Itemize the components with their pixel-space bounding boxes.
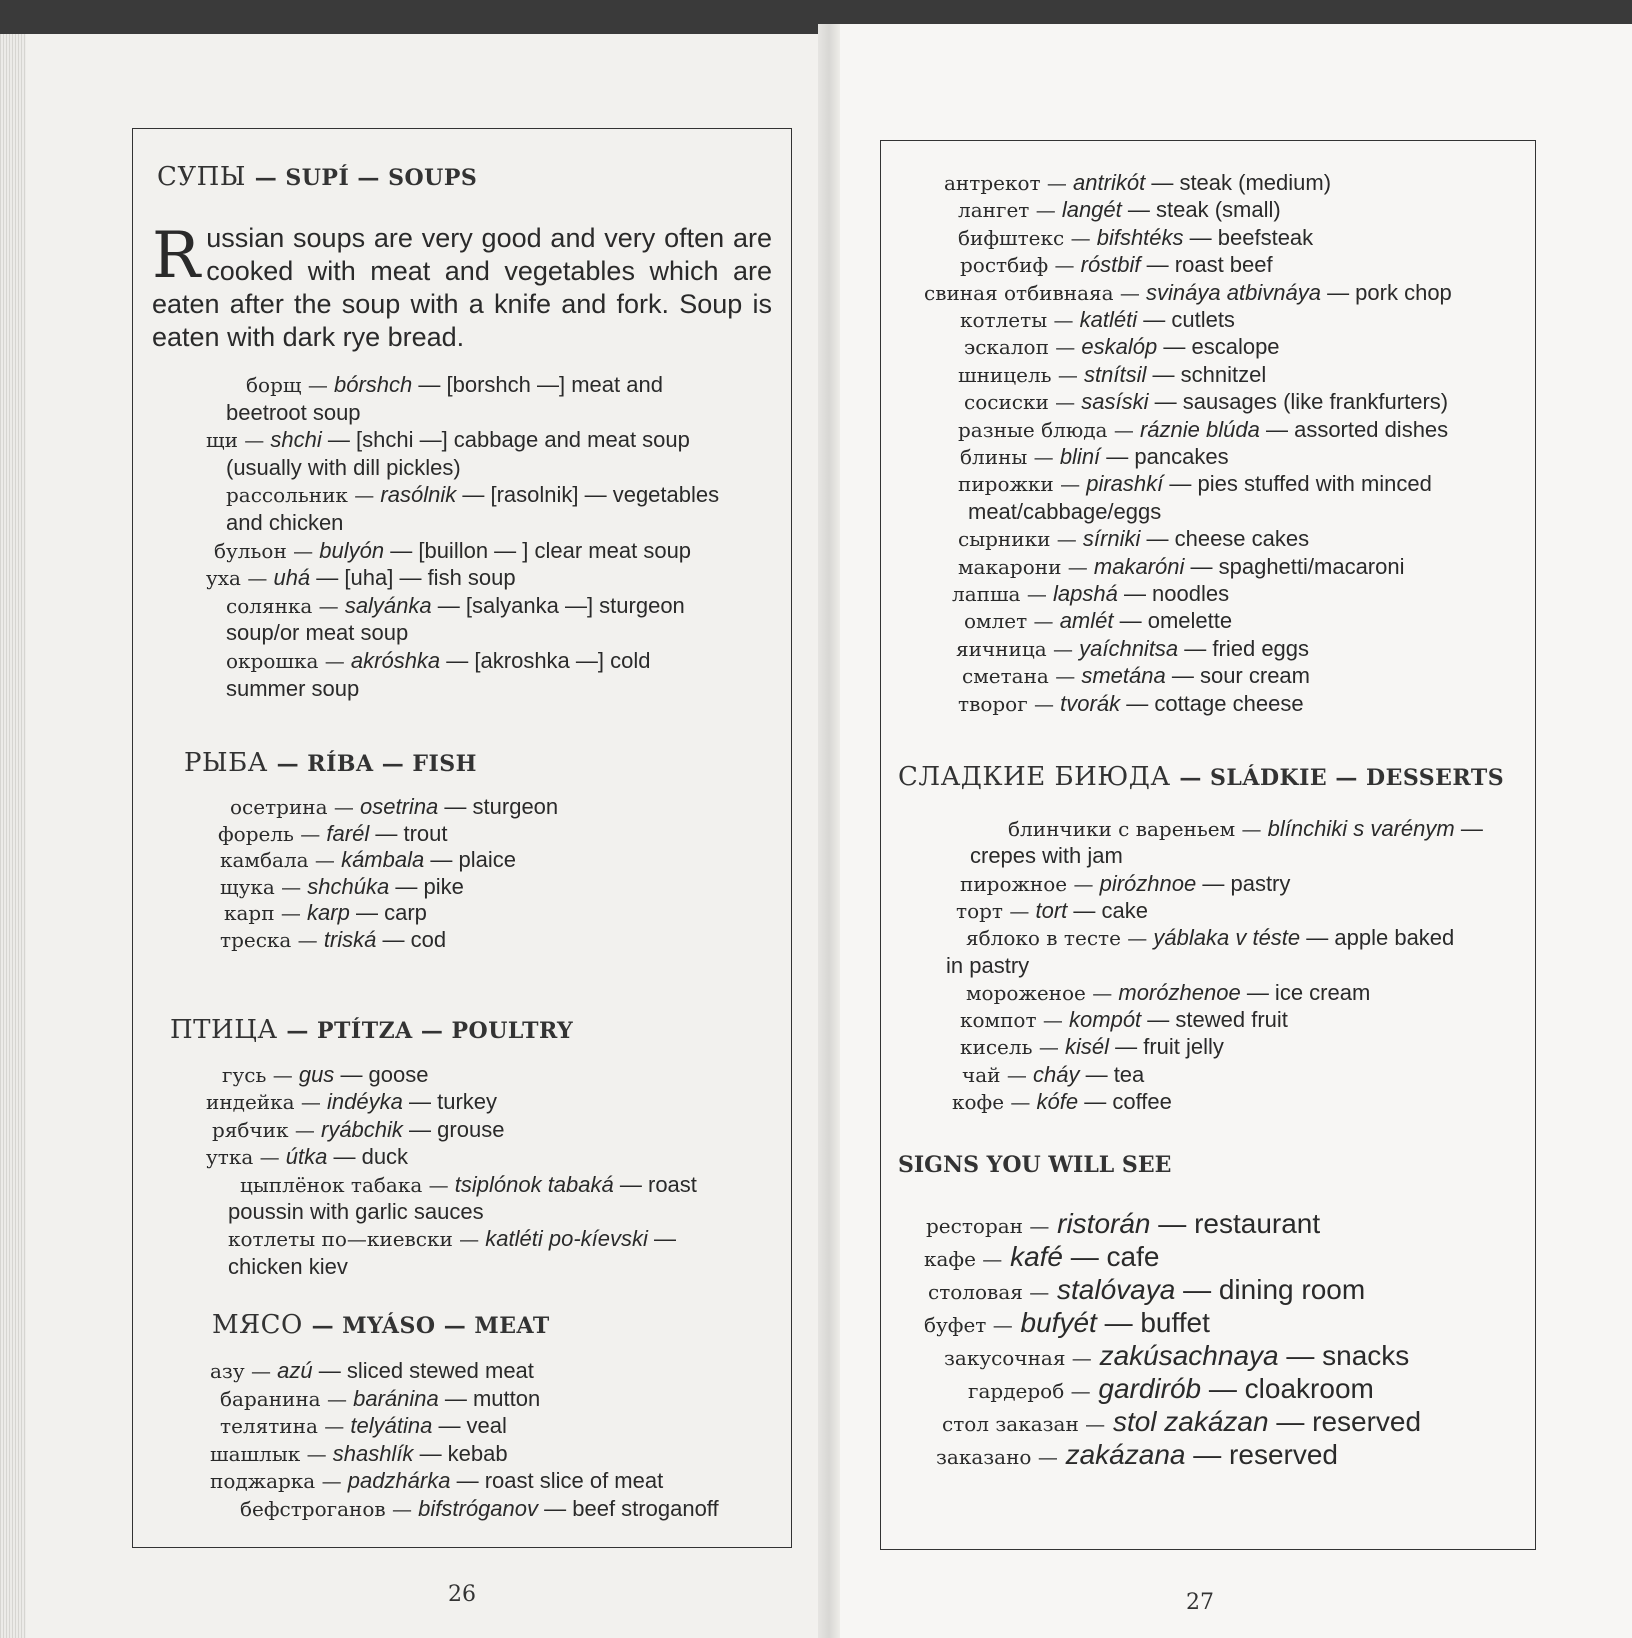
translation: — sausages (like frankfurters) xyxy=(1154,389,1449,415)
russian-word: ресторан — xyxy=(926,1214,1050,1238)
russian-word: блины — xyxy=(960,445,1054,469)
vocab-line xyxy=(956,636,1309,662)
vocab-line xyxy=(952,581,1229,607)
meat-heading xyxy=(212,1310,550,1340)
transliteration: pirózhnoe xyxy=(1099,870,1197,896)
russian-word: гусь — xyxy=(222,1063,293,1087)
vocab-line xyxy=(962,1062,1144,1088)
vocab-line xyxy=(958,417,1448,443)
translation: — mutton xyxy=(444,1385,541,1411)
vocab-line xyxy=(958,526,1309,552)
vocab-line xyxy=(226,400,361,426)
vocab-line xyxy=(944,170,1331,196)
translation: — cod xyxy=(382,927,447,952)
translation: — sturgeon xyxy=(444,794,559,819)
transliteration: katléti po-kíevski xyxy=(485,1226,648,1252)
translation: — dining room xyxy=(1183,1274,1366,1305)
translation: — pike xyxy=(395,873,464,899)
translation: — beef stroganoff xyxy=(544,1496,719,1521)
translation: — turkey xyxy=(409,1089,498,1115)
transliteration: azú xyxy=(277,1358,313,1383)
russian-word: чай — xyxy=(962,1062,1027,1087)
translation: in pastry xyxy=(946,952,1030,978)
translation: — stewed fruit xyxy=(1147,1007,1288,1033)
vocab-line xyxy=(928,1274,1365,1306)
fish-heading-latin: — RÍBA — FISH xyxy=(276,751,477,777)
translation: — cheese cakes xyxy=(1146,526,1310,552)
transliteration: katléti xyxy=(1079,307,1138,332)
translation: — sliced stewed meat xyxy=(318,1358,534,1383)
translation: — fruit jelly xyxy=(1115,1034,1224,1060)
russian-word: эскалоп — xyxy=(964,335,1076,360)
vocab-line xyxy=(220,874,464,900)
translation: — steak (small) xyxy=(1127,197,1281,223)
russian-word: кафе — xyxy=(924,1247,1003,1271)
translation: — beefsteak xyxy=(1189,224,1314,250)
transliteration: shchúka xyxy=(307,873,390,899)
transliteration: tsiplónok tabaká xyxy=(454,1171,614,1197)
transliteration: stalóvaya xyxy=(1057,1274,1176,1305)
translation: — xyxy=(654,1226,677,1252)
translation: — roast slice of meat xyxy=(456,1468,664,1494)
transliteration: farél xyxy=(326,820,370,846)
russian-word: индейка — xyxy=(206,1090,321,1115)
vocab-line xyxy=(240,1172,697,1198)
translation: — pies stuffed with minced xyxy=(1169,471,1432,497)
translation: — cake xyxy=(1073,897,1148,923)
translation: — cafe xyxy=(1070,1241,1160,1272)
translation: — cutlets xyxy=(1143,307,1235,332)
vocab-line xyxy=(1008,816,1483,842)
page-number-left: 26 xyxy=(448,1582,476,1607)
vocab-line xyxy=(230,794,558,820)
translation: — veal xyxy=(438,1413,507,1439)
translation: — assorted dishes xyxy=(1265,416,1449,442)
russian-word: закусочная — xyxy=(944,1346,1092,1370)
russian-word: заказано — xyxy=(936,1445,1058,1469)
russian-word: поджарка — xyxy=(210,1469,342,1494)
transliteration: bórshch xyxy=(333,372,413,397)
transliteration: antrikót xyxy=(1073,170,1146,195)
transliteration: triská xyxy=(323,927,377,952)
translation: — spaghetti/macaroni xyxy=(1190,553,1405,579)
transliteration: baránina xyxy=(353,1385,439,1411)
page-number-right: 27 xyxy=(1186,1590,1214,1615)
russian-word: карп — xyxy=(224,901,301,926)
fish-heading xyxy=(184,748,477,778)
vocab-line xyxy=(960,1034,1224,1060)
russian-word: лапша — xyxy=(952,582,1047,606)
translation: — cloakroom xyxy=(1208,1373,1374,1404)
russian-word: свиная отбивнаяа — xyxy=(924,280,1140,305)
russian-word: ростбиф — xyxy=(960,253,1075,278)
vocab-line xyxy=(942,1406,1421,1438)
translation: — xyxy=(1460,816,1483,841)
translation: and chicken xyxy=(226,510,344,535)
transliteration: útka xyxy=(285,1144,328,1170)
vocab-line xyxy=(226,482,719,508)
transliteration: amlét xyxy=(1059,608,1114,634)
russian-word: форель — xyxy=(218,821,321,846)
vocab-line xyxy=(964,608,1232,634)
transliteration: langét xyxy=(1061,197,1122,223)
translation: — roast beef xyxy=(1146,252,1273,278)
translation: soup/or meat soup xyxy=(226,620,409,646)
russian-word: рассольник — xyxy=(226,483,375,508)
transliteration: makaróni xyxy=(1093,553,1185,579)
fish-heading-cyrillic: РЫБА xyxy=(184,748,268,778)
transliteration: zakázana xyxy=(1065,1439,1186,1470)
translation: summer soup xyxy=(226,675,360,701)
translation: — [salyanka —] sturgeon xyxy=(437,592,685,618)
translation: — apple baked xyxy=(1306,925,1455,951)
vocab-line xyxy=(228,1226,676,1252)
russian-word: котлеты — xyxy=(960,308,1074,332)
russian-word: пирожное — xyxy=(960,871,1094,896)
translation: — grouse xyxy=(409,1116,505,1142)
transliteration: róstbif xyxy=(1080,252,1141,278)
russian-word: сосиски — xyxy=(964,390,1076,415)
russian-word: щи — xyxy=(206,428,265,453)
transliteration: tvorák xyxy=(1060,690,1121,716)
vocab-line xyxy=(228,1254,348,1280)
vocab-line xyxy=(210,1358,534,1384)
translation: chicken kiev xyxy=(228,1253,348,1279)
meat-heading-cyrillic: МЯСО xyxy=(212,1310,303,1340)
vocab-line xyxy=(968,1373,1374,1405)
translation: — pastry xyxy=(1202,870,1291,896)
russian-word: компот — xyxy=(960,1008,1063,1033)
intro-text: ussian soups are very good and very often are cooked with meat and vegetables which are eaten after the soup with a knife and fork. Soup is eaten with dark rye bread. xyxy=(152,223,772,352)
translation: — restaurant xyxy=(1158,1208,1321,1239)
transliteration: rasólnik xyxy=(380,482,457,508)
transliteration: kisél xyxy=(1064,1034,1109,1060)
translation: — ice cream xyxy=(1246,979,1371,1005)
vocab-line xyxy=(952,1089,1172,1115)
translation: — fried eggs xyxy=(1184,635,1310,661)
translation: — sour cream xyxy=(1171,663,1310,689)
transliteration: telyátina xyxy=(350,1413,433,1439)
transliteration: bifshtéks xyxy=(1096,224,1184,250)
transliteration: sasíski xyxy=(1081,389,1149,415)
russian-word: макарони — xyxy=(958,554,1088,579)
translation: — reserved xyxy=(1193,1439,1338,1470)
russian-word: бефстроганов — xyxy=(240,1497,413,1521)
russian-word: баранина — xyxy=(220,1386,347,1411)
transliteration: sírniki xyxy=(1082,526,1141,552)
soups-heading-cyrillic: СУПЫ xyxy=(157,162,246,192)
desserts-heading-latin: — SLÁDKIE — DESSERTS xyxy=(1179,765,1505,791)
russian-word: камбала — xyxy=(220,848,335,873)
transliteration: lapshá xyxy=(1052,581,1118,606)
book-gutter xyxy=(818,24,840,1638)
translation: — goose xyxy=(340,1062,429,1087)
meat-heading-latin: — MYÁSO — MEAT xyxy=(311,1313,550,1339)
vocab-line xyxy=(962,663,1310,689)
transliteration: akróshka xyxy=(350,648,441,673)
translation: — coffee xyxy=(1084,1089,1172,1114)
russian-word: лангет — xyxy=(958,198,1056,223)
russian-word: треска — xyxy=(220,928,318,952)
signs-heading: SIGNS YOU WILL SEE xyxy=(898,1152,1172,1178)
vocab-line xyxy=(958,471,1432,497)
russian-word: сырники — xyxy=(958,527,1077,552)
translation: — roast xyxy=(619,1171,697,1197)
translation: — buffet xyxy=(1104,1307,1210,1338)
vocab-line xyxy=(964,389,1448,415)
russian-word: омлет — xyxy=(964,609,1054,634)
russian-word: цыплёнок табака — xyxy=(240,1172,449,1197)
russian-word: торт — xyxy=(956,898,1030,923)
russian-word: сметана — xyxy=(962,664,1076,689)
vocab-line xyxy=(970,843,1123,869)
transliteration: ráznie blúda xyxy=(1139,416,1260,442)
russian-word: рябчик — xyxy=(212,1117,315,1142)
vocab-line xyxy=(210,1441,508,1467)
transliteration: bulyón xyxy=(319,537,385,563)
translation: — noodles xyxy=(1123,581,1230,606)
soups-intro xyxy=(152,219,772,354)
transliteration: uhá xyxy=(273,565,311,591)
russian-word: гардероб — xyxy=(968,1379,1091,1403)
vocab-line xyxy=(958,362,1266,388)
vocab-line xyxy=(206,1089,497,1115)
vocab-line xyxy=(960,1007,1288,1033)
translation: — pork chop xyxy=(1327,279,1452,305)
translation: — reserved xyxy=(1276,1406,1422,1437)
translation: — [shchi —] cabbage and meat soup xyxy=(327,427,690,453)
russian-word: щука — xyxy=(220,874,302,899)
translation: — duck xyxy=(333,1144,409,1170)
transliteration: yáblaka v téste xyxy=(1153,925,1301,951)
vocab-line xyxy=(220,1413,507,1439)
russian-word: шашлык — xyxy=(210,1441,327,1466)
desserts-heading xyxy=(898,762,1504,792)
transliteration: yaíchnitsa xyxy=(1079,635,1179,661)
translation: — snacks xyxy=(1286,1340,1410,1371)
soups-heading-latin: — SUPÍ — SOUPS xyxy=(254,165,478,191)
translation: — [borshch —] meat and xyxy=(418,372,663,397)
vocab-line xyxy=(946,953,1029,979)
vocab-line xyxy=(210,1468,663,1494)
russian-word: творог — xyxy=(958,691,1055,716)
soups-heading xyxy=(157,162,477,192)
poultry-heading-cyrillic: ПТИЦА xyxy=(170,1015,278,1045)
vocab-line xyxy=(924,280,1452,306)
transliteration: ryábchik xyxy=(321,1116,403,1142)
vocab-line xyxy=(228,1199,484,1225)
vocab-line xyxy=(220,1386,540,1412)
translation: — [uha] — fish soup xyxy=(316,565,516,591)
translation: meat/cabbage/eggs xyxy=(968,498,1162,524)
transliteration: indéyka xyxy=(327,1089,403,1115)
vocab-line xyxy=(926,1208,1320,1240)
transliteration: cháy xyxy=(1032,1061,1080,1087)
vocab-line xyxy=(226,620,408,646)
translation: — schnitzel xyxy=(1152,361,1267,387)
translation: — pancakes xyxy=(1106,444,1229,469)
vocab-line xyxy=(924,1241,1159,1273)
transliteration: stol zakázan xyxy=(1112,1406,1269,1437)
russian-word: солянка — xyxy=(226,593,339,618)
vocab-line xyxy=(968,499,1161,525)
transliteration: bufyét xyxy=(1020,1307,1097,1338)
vocab-line xyxy=(958,691,1304,717)
vocab-line xyxy=(958,554,1405,580)
vocab-line xyxy=(966,980,1370,1006)
russian-word: блинчики с вареньем — xyxy=(1008,817,1262,841)
vocab-line xyxy=(212,1117,504,1143)
vocab-line xyxy=(958,197,1281,223)
transliteration: pirashkí xyxy=(1086,471,1164,497)
translation: — kebab xyxy=(419,1440,508,1466)
page-edges xyxy=(0,34,26,1638)
translation: (usually with dill pickles) xyxy=(226,454,461,480)
transliteration: ristorán xyxy=(1057,1208,1151,1239)
transliteration: salyánka xyxy=(344,592,432,618)
transliteration: gardirób xyxy=(1098,1373,1202,1404)
russian-word: кисель — xyxy=(960,1035,1059,1060)
transliteration: eskalóp xyxy=(1081,334,1158,360)
vocab-line xyxy=(960,307,1235,333)
vocab-line xyxy=(220,847,516,873)
russian-word: бульон — xyxy=(214,538,314,563)
translation: — [akroshka —] cold xyxy=(446,648,651,673)
vocab-line xyxy=(924,1307,1210,1339)
translation: — trout xyxy=(375,820,448,846)
translation: crepes with jam xyxy=(970,843,1123,869)
russian-word: пирожки — xyxy=(958,472,1081,497)
russian-word: кофе — xyxy=(952,1090,1031,1114)
translation: — cottage cheese xyxy=(1126,690,1304,716)
vocab-line xyxy=(960,871,1290,897)
transliteration: kófe xyxy=(1036,1089,1079,1114)
vocab-line xyxy=(226,510,343,536)
transliteration: stnítsil xyxy=(1084,361,1147,387)
poultry-heading-latin: — PTÍTZA — POULTRY xyxy=(286,1018,574,1044)
poultry-heading xyxy=(170,1015,573,1045)
vocab-line xyxy=(246,372,663,398)
russian-word: буфет — xyxy=(924,1313,1013,1337)
translation: — steak (medium) xyxy=(1151,170,1332,195)
vocab-line xyxy=(944,1340,1409,1372)
translation: — carp xyxy=(355,900,427,926)
transliteration: zakúsachnaya xyxy=(1099,1340,1279,1371)
russian-word: мороженое — xyxy=(966,980,1113,1005)
desserts-heading-cyrillic: СЛАДКИЕ БИЮДА xyxy=(898,762,1171,792)
translation: beetroot soup xyxy=(226,399,361,425)
vocab-line xyxy=(966,925,1454,951)
transliteration: shchi xyxy=(270,427,322,453)
translation: — [buillon — ] clear meat soup xyxy=(390,537,692,563)
russian-word: уха — xyxy=(206,566,268,591)
russian-word: телятина — xyxy=(220,1414,345,1439)
vocab-line xyxy=(226,648,650,674)
transliteration: gus xyxy=(298,1062,335,1087)
russian-word: стол заказан — xyxy=(942,1412,1106,1436)
intro-drop-cap: R xyxy=(152,219,201,293)
transliteration: padzhárka xyxy=(347,1468,451,1494)
vocab-line xyxy=(214,538,691,564)
vocab-line xyxy=(226,676,359,702)
translation: — [rasolnik] — vegetables xyxy=(462,482,720,508)
transliteration: kompót xyxy=(1069,1007,1142,1033)
transliteration: shashlík xyxy=(332,1440,414,1466)
russian-word: яблоко в тесте — xyxy=(966,926,1148,951)
russian-word: разные блюда — xyxy=(958,417,1134,442)
vocab-line xyxy=(206,565,516,591)
translation: — omelette xyxy=(1119,608,1233,634)
transliteration: bliní xyxy=(1059,444,1101,469)
russian-word: азу — xyxy=(210,1359,271,1383)
translation: — plaice xyxy=(430,847,516,873)
russian-word: яичница — xyxy=(956,636,1073,661)
transliteration: morózhenoe xyxy=(1118,979,1241,1005)
transliteration: tort xyxy=(1035,897,1068,923)
vocab-line xyxy=(220,927,446,953)
russian-word: осетрина — xyxy=(230,795,354,819)
vocab-line xyxy=(936,1439,1338,1471)
vocab-line xyxy=(226,593,685,619)
vocab-line xyxy=(960,252,1273,278)
vocab-line xyxy=(218,821,447,847)
transliteration: kámbala xyxy=(341,847,425,873)
transliteration: osetrina xyxy=(360,794,439,819)
vocab-line xyxy=(240,1496,719,1522)
russian-word: окрошка — xyxy=(226,649,345,673)
transliteration: blínchiki s varénym xyxy=(1267,816,1455,841)
vocab-line xyxy=(964,334,1280,360)
translation: — tea xyxy=(1085,1061,1145,1087)
transliteration: smetána xyxy=(1081,663,1166,689)
russian-word: антрекот — xyxy=(944,171,1067,195)
vocab-line xyxy=(960,444,1229,470)
translation: — escalope xyxy=(1163,334,1280,360)
russian-word: котлеты по—киевски — xyxy=(228,1227,480,1252)
transliteration: bifstróganov xyxy=(418,1496,539,1521)
russian-word: борщ — xyxy=(246,373,328,397)
russian-word: бифштекс — xyxy=(958,225,1091,250)
translation: poussin with garlic sauces xyxy=(228,1199,484,1224)
vocab-line xyxy=(226,455,461,481)
vocab-line xyxy=(956,898,1148,924)
transliteration: svináya atbivnáya xyxy=(1146,279,1321,305)
vocab-line xyxy=(206,427,690,453)
russian-word: шницель — xyxy=(958,362,1078,387)
russian-word: столовая — xyxy=(928,1280,1050,1304)
vocab-line xyxy=(222,1062,429,1088)
transliteration: kafé xyxy=(1010,1241,1063,1272)
transliteration: karp xyxy=(307,900,350,926)
russian-word: утка — xyxy=(206,1145,280,1170)
vocab-line xyxy=(206,1144,408,1170)
vocab-line xyxy=(958,225,1313,251)
vocab-line xyxy=(224,900,427,926)
